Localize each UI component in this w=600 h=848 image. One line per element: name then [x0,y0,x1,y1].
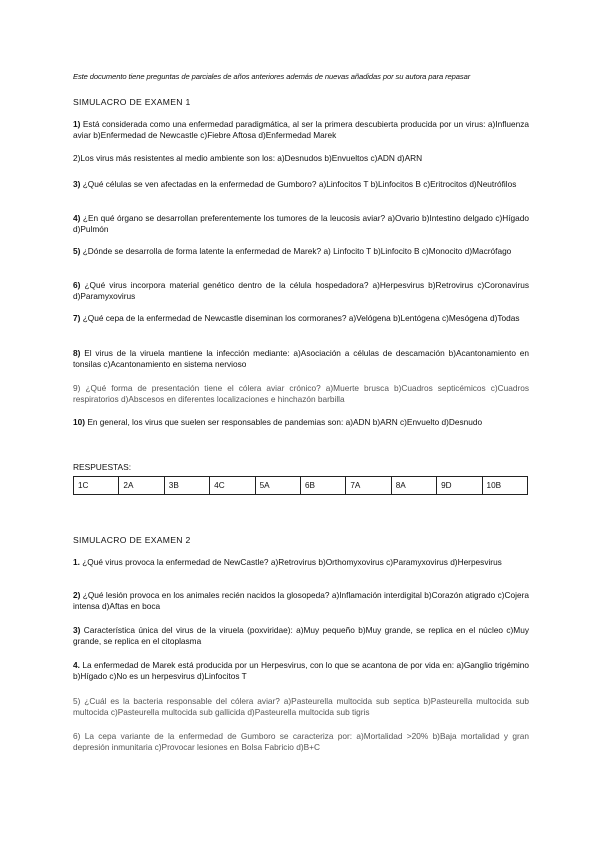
answer-cell: 6B [300,477,345,495]
question-number: 5) [73,696,81,706]
question-number: 2) [73,153,81,163]
question-number: 3) [73,625,81,635]
question-number: 10) [73,417,85,427]
question-number: 1. [73,557,80,567]
question-number: 1) [73,119,81,129]
exam1-question-8 [73,348,529,370]
answer-cell: 7A [346,477,391,495]
answer-cell: 10B [482,477,527,495]
question-number: 7) [73,313,81,323]
answer-cell: 9D [437,477,482,495]
question-number: 6) [73,731,81,741]
question-number: 4. [73,660,80,670]
answer-cell: 3B [164,477,209,495]
question-text: Está considerada como una enfermedad paradigmática, al ser la primera descubierta producida por un virus: a)Influenza aviar b)Enfermedad de Newcastle c)Fiebre Aftosa d)Enfermedad Marek [73,119,529,140]
answer-cell: 4C [210,477,255,495]
question-number: 2) [73,590,81,600]
question-text: En general, los virus que suelen ser responsables de pandemias son: a)ADN b)ARN c)Envuelto d)Desnudo [87,417,483,427]
answer-cell: 1C [74,477,119,495]
question-number: 5) [73,246,81,256]
exam2-question-4 [73,660,529,682]
question-text: ¿Qué virus provoca la enfermedad de NewCastle? a)Retrovirus b)Orthomyxovirus c)Paramyxovirus d)Herpesvirus [82,557,502,567]
exam1-question-5 [73,246,529,257]
exam2-title: SIMULACRO DE EXAMEN 2 [73,535,191,545]
exam2-question-5 [73,696,529,718]
question-text: ¿Qué cepa de la enfermedad de Newcastle diseminan los cormoranes? a)Velógena b)Lentógena c)Mesógena d)Todas [82,313,520,323]
question-number: 9) [73,383,81,393]
question-text: Los virus más resistentes al medio ambiente son los: a)Desnudos b)Envueltos c)ADN d)ARN [80,153,423,163]
question-text: ¿Cuál es la bacteria responsable del cólera aviar? a)Pasteurella multocida sub septica b)Pasteurella multocida sub multocida c)Pasteurella multocida sub gallicida d)Pasteurella multocida sub tigris [73,696,529,717]
question-number: 8) [73,348,81,358]
answer-cell: 8A [391,477,436,495]
question-number: 6) [73,280,81,290]
exam1-question-7 [73,313,529,324]
exam1-question-6 [73,280,529,302]
answers-label: RESPUESTAS: [73,462,132,472]
question-text: Característica única del virus de la viruela (poxviridae): a)Muy pequeño b)Muy grande, se replica en el núcleo c)Muy grande, se replica en el citoplasma [73,625,529,646]
question-text: La cepa variante de la enfermedad de Gumboro se caracteriza por: a)Mortalidad >20% b)Baja mortalidad y gran depresión inmunitaria c)Provocar lesiones en Bolsa Fabricio d)B+C [73,731,530,752]
exam2-question-1 [73,557,529,568]
question-text: ¿Qué forma de presentación tiene el cólera aviar crónico? a)Muerte brusca b)Cuadros septicémicos c)Cuadros respiratorios d)Abscesos en diferentes localizaciones e hinchazón barbilla [73,383,530,404]
answer-cell: 5A [255,477,300,495]
question-text: ¿Qué lesión provoca en los animales recién nacidos la glosopeda? a)Inflamación interdigital b)Corazón atigrado c)Cojera intensa d)Aftas en boca [73,590,529,611]
exam2-question-2 [73,590,529,612]
answers-table [73,476,528,495]
question-text: ¿Qué células se ven afectadas en la enfermedad de Gumboro? a)Linfocitos T b)Linfocitos B c)Eritrocitos d)Neutrófilos [82,179,517,189]
question-text: ¿En qué órgano se desarrollan preferentemente los tumores de la leucosis aviar? a)Ovario b)Intestino delgado c)Hígado d)Pulmón [73,213,529,234]
question-text: La enfermedad de Marek está producida por un Herpesvirus, con lo que se acantona de por vida en: a)Ganglio trigémino b)Hígado c)No es un herpesvirus d)Linfocitos T [73,660,529,681]
intro-note: Este documento tiene preguntas de parciales de años anteriores además de nuevas añadidas por su autora para repasar [73,72,471,81]
exam1-title: SIMULACRO DE EXAMEN 1 [73,97,191,107]
question-text: ¿Qué virus incorpora material genético dentro de la célula hospedadora? a)Herpesvirus b)Retrovirus c)Coronavirus d)Paramyxovirus [73,280,529,301]
exam1-question-4 [73,213,529,235]
question-text: ¿Dónde se desarrolla de forma latente la enfermedad de Marek? a) Linfocito T b)Linfocito B c)Monocito d)Macrófago [82,246,512,256]
question-text: El virus de la viruela mantiene la infección mediante: a)Asociación a células de descamación b)Acantonamiento en tonsilas c)Acantonamiento en sistema nervioso [73,348,529,369]
question-number: 4) [73,213,81,223]
answers-row [74,477,528,495]
exam1-question-3 [73,179,529,190]
answer-cell: 2A [119,477,164,495]
exam2-question-3 [73,625,529,647]
exam1-question-2 [73,153,529,164]
exam1-question-9 [73,383,529,405]
exam2-question-6 [73,731,529,753]
exam1-question-10 [73,417,529,428]
exam1-question-1 [73,119,529,141]
question-number: 3) [73,179,81,189]
